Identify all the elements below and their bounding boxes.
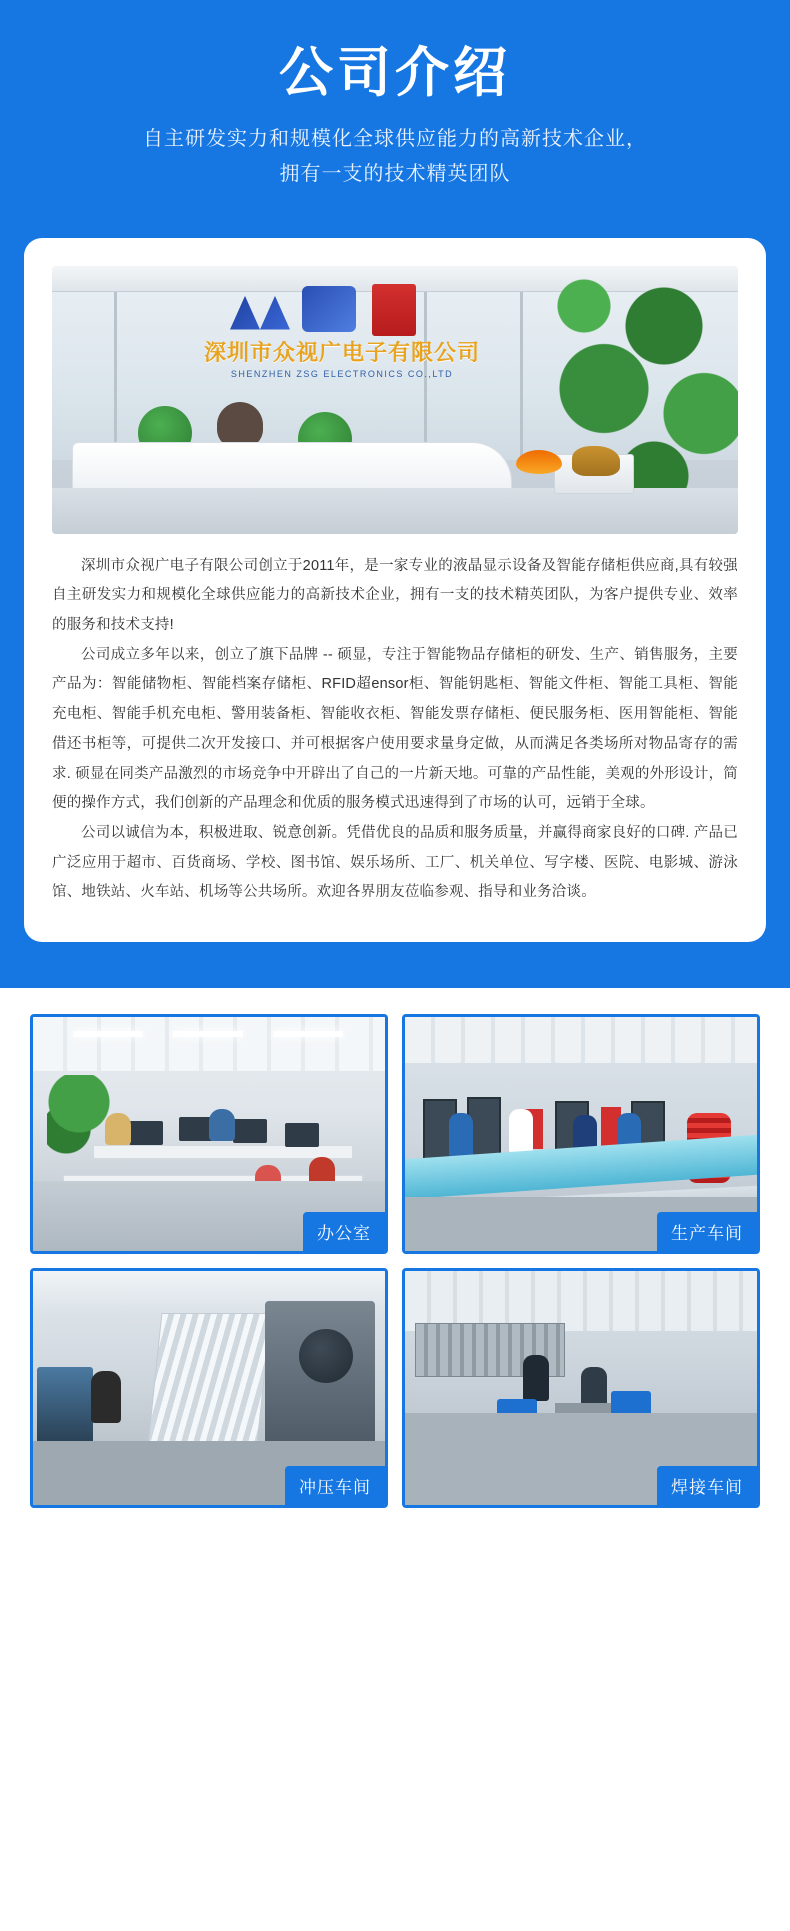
- hero-subtitle-line1: 自主研发实力和规模化全球供应能力的高新技术企业，: [143, 127, 647, 150]
- intro-text: [52, 534, 738, 909]
- intro-card-wrapper: [0, 226, 790, 989]
- page-title: 公司介绍: [279, 43, 511, 103]
- facility-gallery: [0, 988, 790, 1538]
- wall-sign-chinese: 深圳市众视广电子有限公司: [203, 339, 480, 365]
- gallery-caption: 生产车间: [657, 1212, 757, 1251]
- worker: [91, 1371, 121, 1423]
- gallery-caption: 焊接车间: [657, 1466, 757, 1505]
- office-monitor: [179, 1117, 213, 1141]
- office-light: [173, 1031, 243, 1037]
- intro-paragraph: 深圳市众视广电子有限公司创立于2011年，是一家专业的液晶显示设备及智能存储柜供应商,具有较强自主研发实力和规模化全球供应能力的高新技术企业，拥有一支的技术精英团队，为客户提供专业、效率的服务和技术支持!: [52, 557, 738, 633]
- office-monitor: [233, 1119, 267, 1143]
- office-monitor: [285, 1123, 319, 1147]
- hero-subtitle-line2: 拥有一支的技术精英团队: [279, 162, 511, 185]
- office-ceiling: [33, 1017, 385, 1071]
- intro-card: [24, 238, 766, 943]
- worker: [449, 1113, 473, 1157]
- company-logo-secondary-icon: [302, 286, 356, 332]
- office-person: [209, 1109, 235, 1141]
- press-flywheel: [299, 1329, 353, 1383]
- office-desk: [93, 1145, 353, 1159]
- office-plant: [47, 1075, 111, 1165]
- red-banner-decor: [372, 284, 416, 336]
- photo-mascot-figure: [572, 446, 620, 476]
- intro-paragraph: 公司以诚信为本，积极进取、锐意创新。凭借优良的品质和服务质量，并赢得商家良好的口碑. 产品已广泛应用于超市、百货商场、学校、图书馆、娱乐场所、工厂、机关单位、写字楼、医院、电影城、游泳馆、地铁站、火车站、机场等公共场所。欢迎各界朋友莅临参观、指导和业务洽谈。: [52, 824, 738, 901]
- intro-paragraph: 公司成立多年以来，创立了旗下品牌 -- 硕显，专注于智能物品存储柜的研发、生产、销售服务，主要产品为：智能储物柜、智能档案存储柜、RFID超ensor柜、智能钥匙柜、智能文件柜、智能工具柜、智能充电柜、智能手机充电柜、警用装备柜、智能收衣柜、智能发票存储柜、便民服务柜、医用智能柜、智能借还书柜等，可提供二次开发接口、并可根据客户使用要求量身定做，从而满足各类场所对物品寄存的需求. 硕显在同类产品激烈的市场竞争中开辟出了自己的一片新天地。可靠的产品性能，美观的外形设计，简便的操作方式，我们创新的产品理念和优质的服务模式迅速得到了市场的认可，远销于全球。: [52, 646, 738, 812]
- gallery-item-office[interactable]: [30, 1014, 388, 1254]
- gallery-item-welding-workshop[interactable]: [402, 1268, 760, 1508]
- blue-bin: [611, 1391, 651, 1415]
- wall-sign-english: SHENZHEN ZSG ELECTRONICS CO.,LTD: [230, 368, 454, 379]
- office-light: [73, 1031, 143, 1037]
- stamping-machine-left: [37, 1367, 93, 1447]
- office-monitor: [129, 1121, 163, 1145]
- hero-section: [0, 0, 790, 226]
- gallery-item-production-workshop[interactable]: [402, 1014, 760, 1254]
- wall-sign: [152, 336, 532, 379]
- worker: [523, 1355, 549, 1401]
- workshop-roof: [405, 1271, 757, 1331]
- photo-wall-mullion: [114, 292, 117, 460]
- hero-subtitle: [0, 122, 790, 192]
- gallery-caption: 冲压车间: [285, 1466, 385, 1505]
- gallery-item-stamping-workshop[interactable]: [30, 1268, 388, 1508]
- office-light: [273, 1031, 343, 1037]
- photo-floor: [52, 488, 738, 534]
- photo-receptionist: [217, 402, 263, 448]
- worker: [509, 1109, 533, 1153]
- reception-photo: [52, 266, 738, 534]
- workshop-roof: [405, 1017, 757, 1063]
- gallery-caption: 办公室: [303, 1212, 385, 1251]
